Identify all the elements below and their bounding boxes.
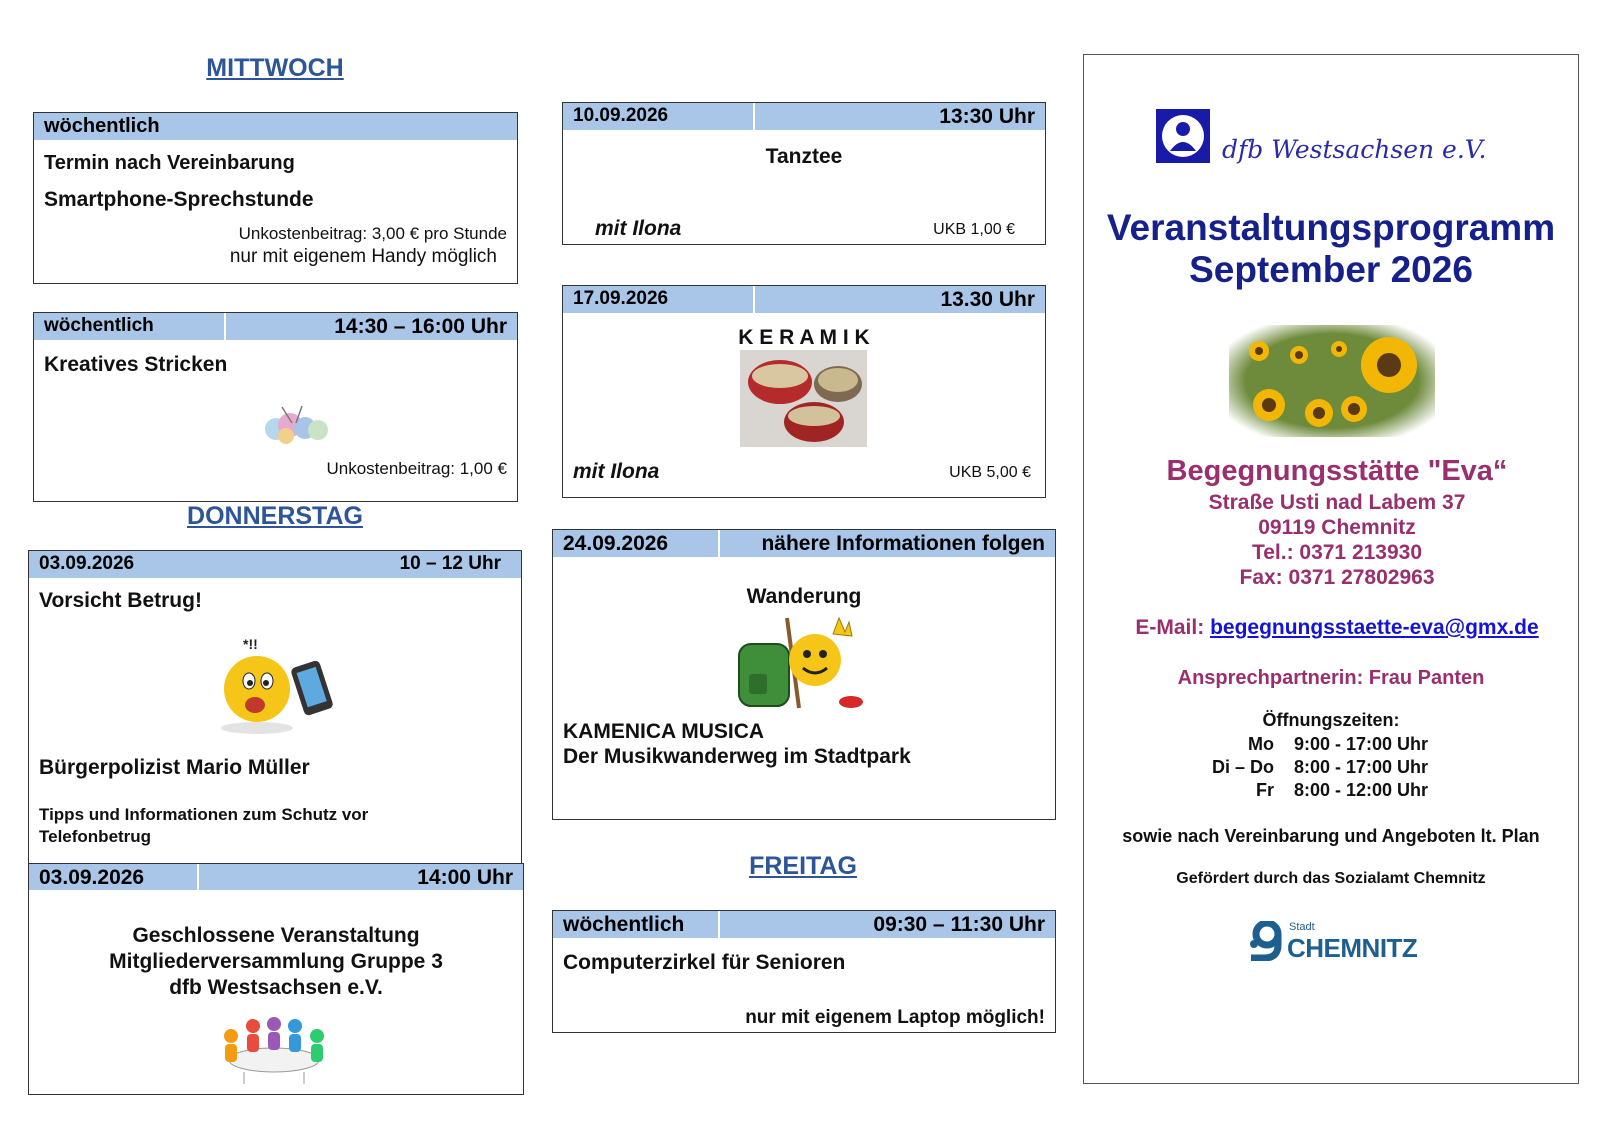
event-header-bar — [34, 113, 517, 140]
bar-divider — [718, 911, 720, 938]
event-host: mit Ilona — [595, 217, 682, 240]
event-appointment: Termin nach Vereinbarung — [44, 152, 295, 174]
event-frequency: wöchentlich — [563, 913, 685, 936]
event-frequency: wöchentlich — [44, 115, 160, 137]
event-note: nur mit eigenem Handy möglich — [229, 246, 497, 267]
event-date: 24.09.2026 — [563, 532, 669, 555]
hours-row — [1184, 734, 1484, 757]
dfb-logo-icon — [1156, 109, 1210, 163]
contact-person: Ansprechpartnerin: Frau Panten — [1177, 667, 1485, 689]
sunflowers-image — [1229, 325, 1435, 437]
venue-fax: Fax: 0371 27802963 — [1239, 566, 1435, 589]
org-name: dfb Westsachsen e.V. — [1222, 135, 1487, 164]
email-link[interactable]: begegnungsstaette-eva@gmx.de — [1210, 616, 1539, 639]
event-line3: dfb Westsachsen e.V. — [169, 976, 383, 999]
event-title: K E R A M I K — [738, 326, 870, 349]
smartphone-event-card — [33, 112, 518, 284]
event-line2: Der Musikwanderweg im Stadtpark — [563, 745, 911, 768]
tanztee-event-card — [562, 102, 1046, 245]
event-frequency: wöchentlich — [44, 315, 154, 336]
chemnitz-logo-icon — [1247, 921, 1283, 961]
fraud-event-card — [28, 550, 522, 863]
event-title: Kreatives Stricken — [44, 353, 228, 376]
event-date: 03.09.2026 — [39, 553, 135, 574]
event-date: 17.09.2026 — [573, 288, 669, 309]
event-line1: KAMENICA MUSICA — [563, 720, 765, 743]
event-header-bar — [553, 530, 1055, 557]
hours-title: Öffnungszeiten: — [1262, 710, 1400, 730]
bar-divider — [753, 103, 755, 130]
hours-time: 8:00 - 12:00 Uhr — [1294, 780, 1429, 800]
opening-hours — [1184, 734, 1484, 803]
thursday-heading: DONNERSTAG — [187, 502, 363, 530]
event-header-bar — [29, 864, 523, 890]
bar-divider — [753, 286, 755, 313]
wanderung-event-card — [552, 529, 1056, 820]
event-time: 10 – 12 Uhr — [399, 553, 501, 574]
hours-extra: sowie nach Vereinbarung und Angeboten lt. Plan — [1122, 826, 1540, 846]
event-title: Wanderung — [746, 585, 862, 608]
chemnitz-logo-small: Stadt — [1289, 921, 1315, 933]
hours-time: 8:00 - 17:00 Uhr — [1294, 757, 1429, 777]
svg-text:*!!: *!! — [243, 636, 258, 652]
event-time: 09:30 – 11:30 Uhr — [873, 913, 1045, 936]
bar-divider — [718, 530, 720, 557]
venue-street: Straße Usti nad Labem 37 — [1208, 491, 1466, 514]
bar-divider — [197, 864, 199, 890]
meeting-event-card — [28, 863, 524, 1095]
event-header-bar — [563, 286, 1045, 313]
event-date: 10.09.2026 — [573, 105, 669, 126]
event-fee: UKB 5,00 € — [949, 464, 1031, 481]
hours-day: Di – Do — [1211, 757, 1274, 777]
event-speaker: Bürgerpolizist Mario Müller — [39, 756, 310, 779]
event-description-line2: Telefonbetrug — [39, 827, 152, 846]
event-time: 13.30 Uhr — [940, 288, 1035, 311]
hours-row — [1184, 780, 1484, 803]
event-title: Computerzirkel für Senioren — [563, 951, 846, 974]
email-row — [1096, 616, 1578, 640]
event-line2: Mitgliederversammlung Gruppe 3 — [109, 950, 443, 973]
program-month: September 2026 — [1189, 249, 1473, 290]
info-sidebar — [1083, 54, 1579, 1084]
event-time: 14:00 Uhr — [417, 866, 513, 889]
wednesday-heading: MITTWOCH — [206, 54, 344, 82]
bar-divider — [224, 313, 226, 340]
shocked-smiley-phone-icon — [209, 633, 344, 738]
event-time: 14:30 – 16:00 Uhr — [334, 315, 507, 338]
event-description-line1: Tipps und Informationen zum Schutz vor — [39, 805, 369, 824]
event-fee: Unkostenbeitrag: 1,00 € — [326, 459, 507, 478]
event-fee: Unkostenbeitrag: 3,00 € pro Stunde — [238, 224, 507, 243]
friday-heading: FREITAG — [749, 852, 857, 880]
event-fee: UKB 1,00 € — [933, 221, 1015, 238]
hours-day: Mo — [1248, 734, 1274, 754]
event-title: Vorsicht Betrug! — [39, 589, 202, 612]
event-header-bar — [34, 313, 517, 340]
event-header-bar — [563, 103, 1045, 130]
event-note: nur mit eigenem Laptop möglich! — [745, 1007, 1045, 1028]
event-date: 03.09.2026 — [39, 866, 145, 889]
event-line1: Geschlossene Veranstaltung — [132, 924, 420, 947]
yarn-balls-icon — [262, 403, 332, 445]
event-header-bar — [29, 551, 521, 578]
hours-day: Fr — [1256, 780, 1274, 800]
knitting-event-card — [33, 312, 518, 502]
venue-name: Begegnungsstätte "Eva“ — [1166, 455, 1508, 487]
chemnitz-logo-text: CHEMNITZ — [1287, 933, 1418, 963]
group-meeting-icon — [209, 1014, 339, 1086]
venue-city: 09119 Chemnitz — [1258, 516, 1416, 539]
chemnitz-logo — [1247, 921, 1417, 965]
event-info: nähere Informationen folgen — [761, 532, 1045, 555]
event-title: Tanztee — [765, 145, 843, 168]
hiking-smiley-icon — [733, 612, 868, 712]
computer-event-card — [552, 910, 1056, 1033]
event-host: mit Ilona — [573, 460, 660, 483]
event-header-bar — [553, 911, 1055, 938]
ceramic-bowls-photo — [740, 350, 867, 447]
event-title: Smartphone-Sprechstunde — [44, 188, 314, 211]
hours-row — [1184, 757, 1484, 780]
program-title: Veranstaltungsprogramm — [1106, 207, 1556, 248]
email-label: E-Mail: — [1135, 616, 1205, 639]
keramik-event-card — [562, 285, 1046, 498]
funding-note: Gefördert durch das Sozialamt Chemnitz — [1176, 870, 1486, 887]
event-time: 13:30 Uhr — [939, 105, 1035, 128]
hours-time: 9:00 - 17:00 Uhr — [1294, 734, 1429, 754]
venue-phone: Tel.: 0371 213930 — [1251, 541, 1423, 564]
